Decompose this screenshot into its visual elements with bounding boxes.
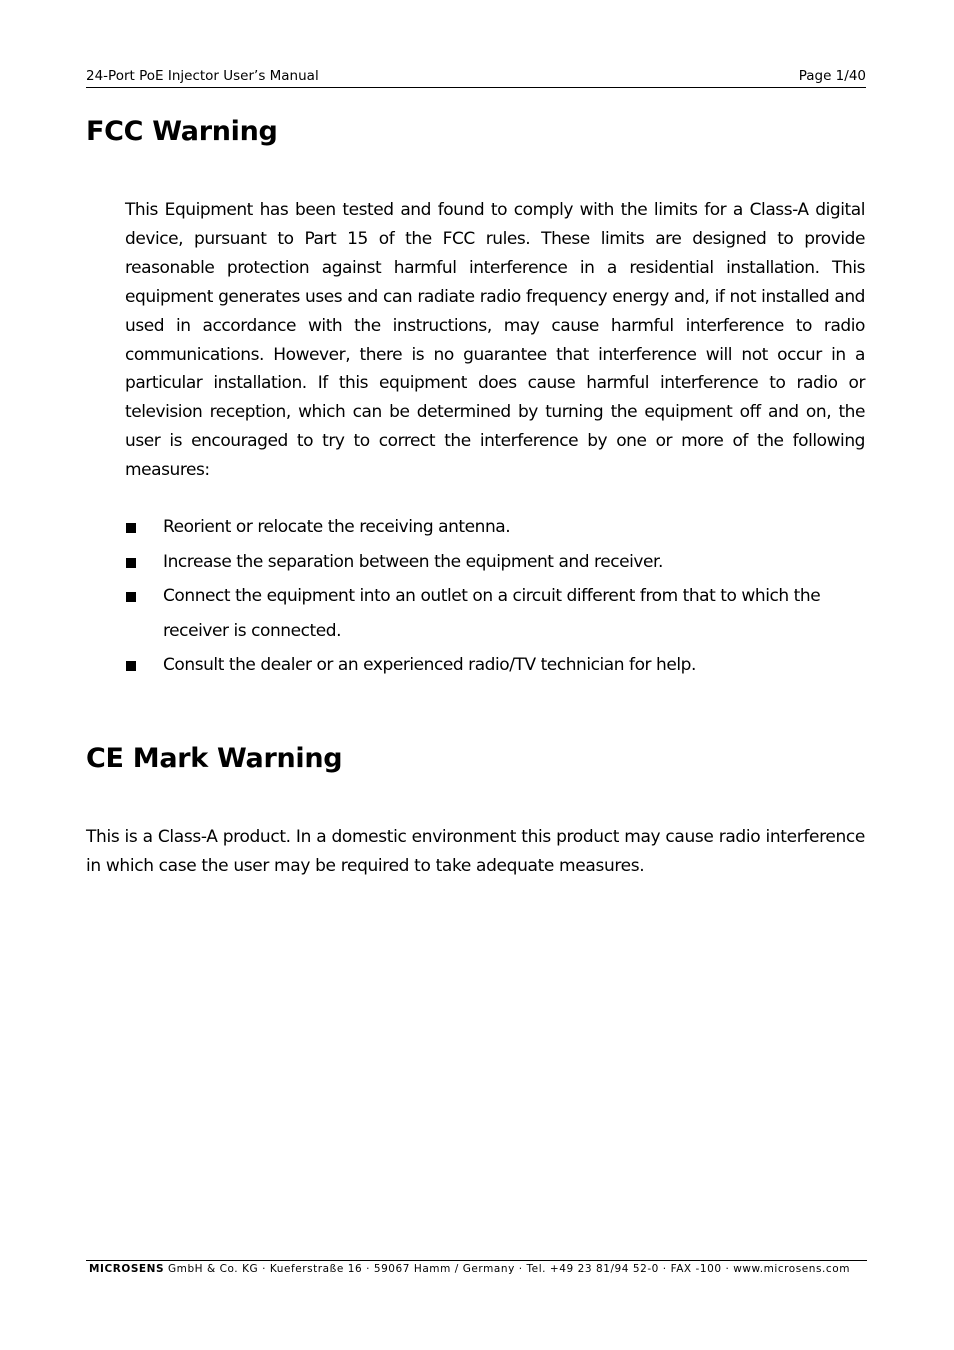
ce-mark-warning-paragraph: This is a Class-A product. In a domestic environment this product may cause radio interference in which case the user may be required to take adequate measures. xyxy=(86,827,865,876)
list-item-text: Reorient or relocate the receiving antenna. xyxy=(163,517,511,537)
page-number: Page 1/40 xyxy=(798,68,866,84)
list-item-text: Connect the equipment into an outlet on a circuit different from that to which the receiver is connected. xyxy=(163,586,821,641)
ce-mark-warning-heading: CE Mark Warning xyxy=(86,743,343,774)
square-bullet-icon xyxy=(126,592,136,602)
document-title: 24-Port PoE Injector User’s Manual xyxy=(86,68,319,84)
company-name: MICROSENS xyxy=(89,1263,165,1275)
square-bullet-icon xyxy=(126,661,136,671)
page-header xyxy=(86,68,866,88)
square-bullet-icon xyxy=(126,558,136,568)
list-item-text: Consult the dealer or an experienced radio/TV technician for help. xyxy=(163,655,696,675)
list-item xyxy=(125,510,865,545)
fcc-warning-heading: FCC Warning xyxy=(86,116,278,147)
list-item xyxy=(125,648,865,683)
list-item-text: Increase the separation between the equipment and receiver. xyxy=(163,551,663,572)
company-contact-details: GmbH & Co. KG · Kueferstraße 16 · 59067 Hamm / Germany · Tel. +49 23 81/94 52-0 · FAX -100 · www.microsens.com xyxy=(164,1263,850,1275)
fcc-measures-list xyxy=(125,510,865,683)
fcc-warning-paragraph: This Equipment has been tested and found to comply with the limits for a Class-A digital device, pursuant to Part 15 of the FCC rules. These limits are designed to provide reasonable protection against harmful interference in a residential installation. This equipment generates uses and can radiate radio frequency energy and, if not installed and used in accordance with the instructions, may cause harmful interference to radio communications. However, there is no guarantee that interference will not occur in a particular installation. If this equipment does cause harmful interference to radio or television reception, which can be determined by turning the equipment off and on, the user is encouraged to try to correct the interference by one or more of the following measures: xyxy=(125,200,865,481)
page-footer xyxy=(86,1260,867,1276)
list-item xyxy=(125,545,865,580)
list-item xyxy=(125,579,865,648)
square-bullet-icon xyxy=(126,523,136,533)
